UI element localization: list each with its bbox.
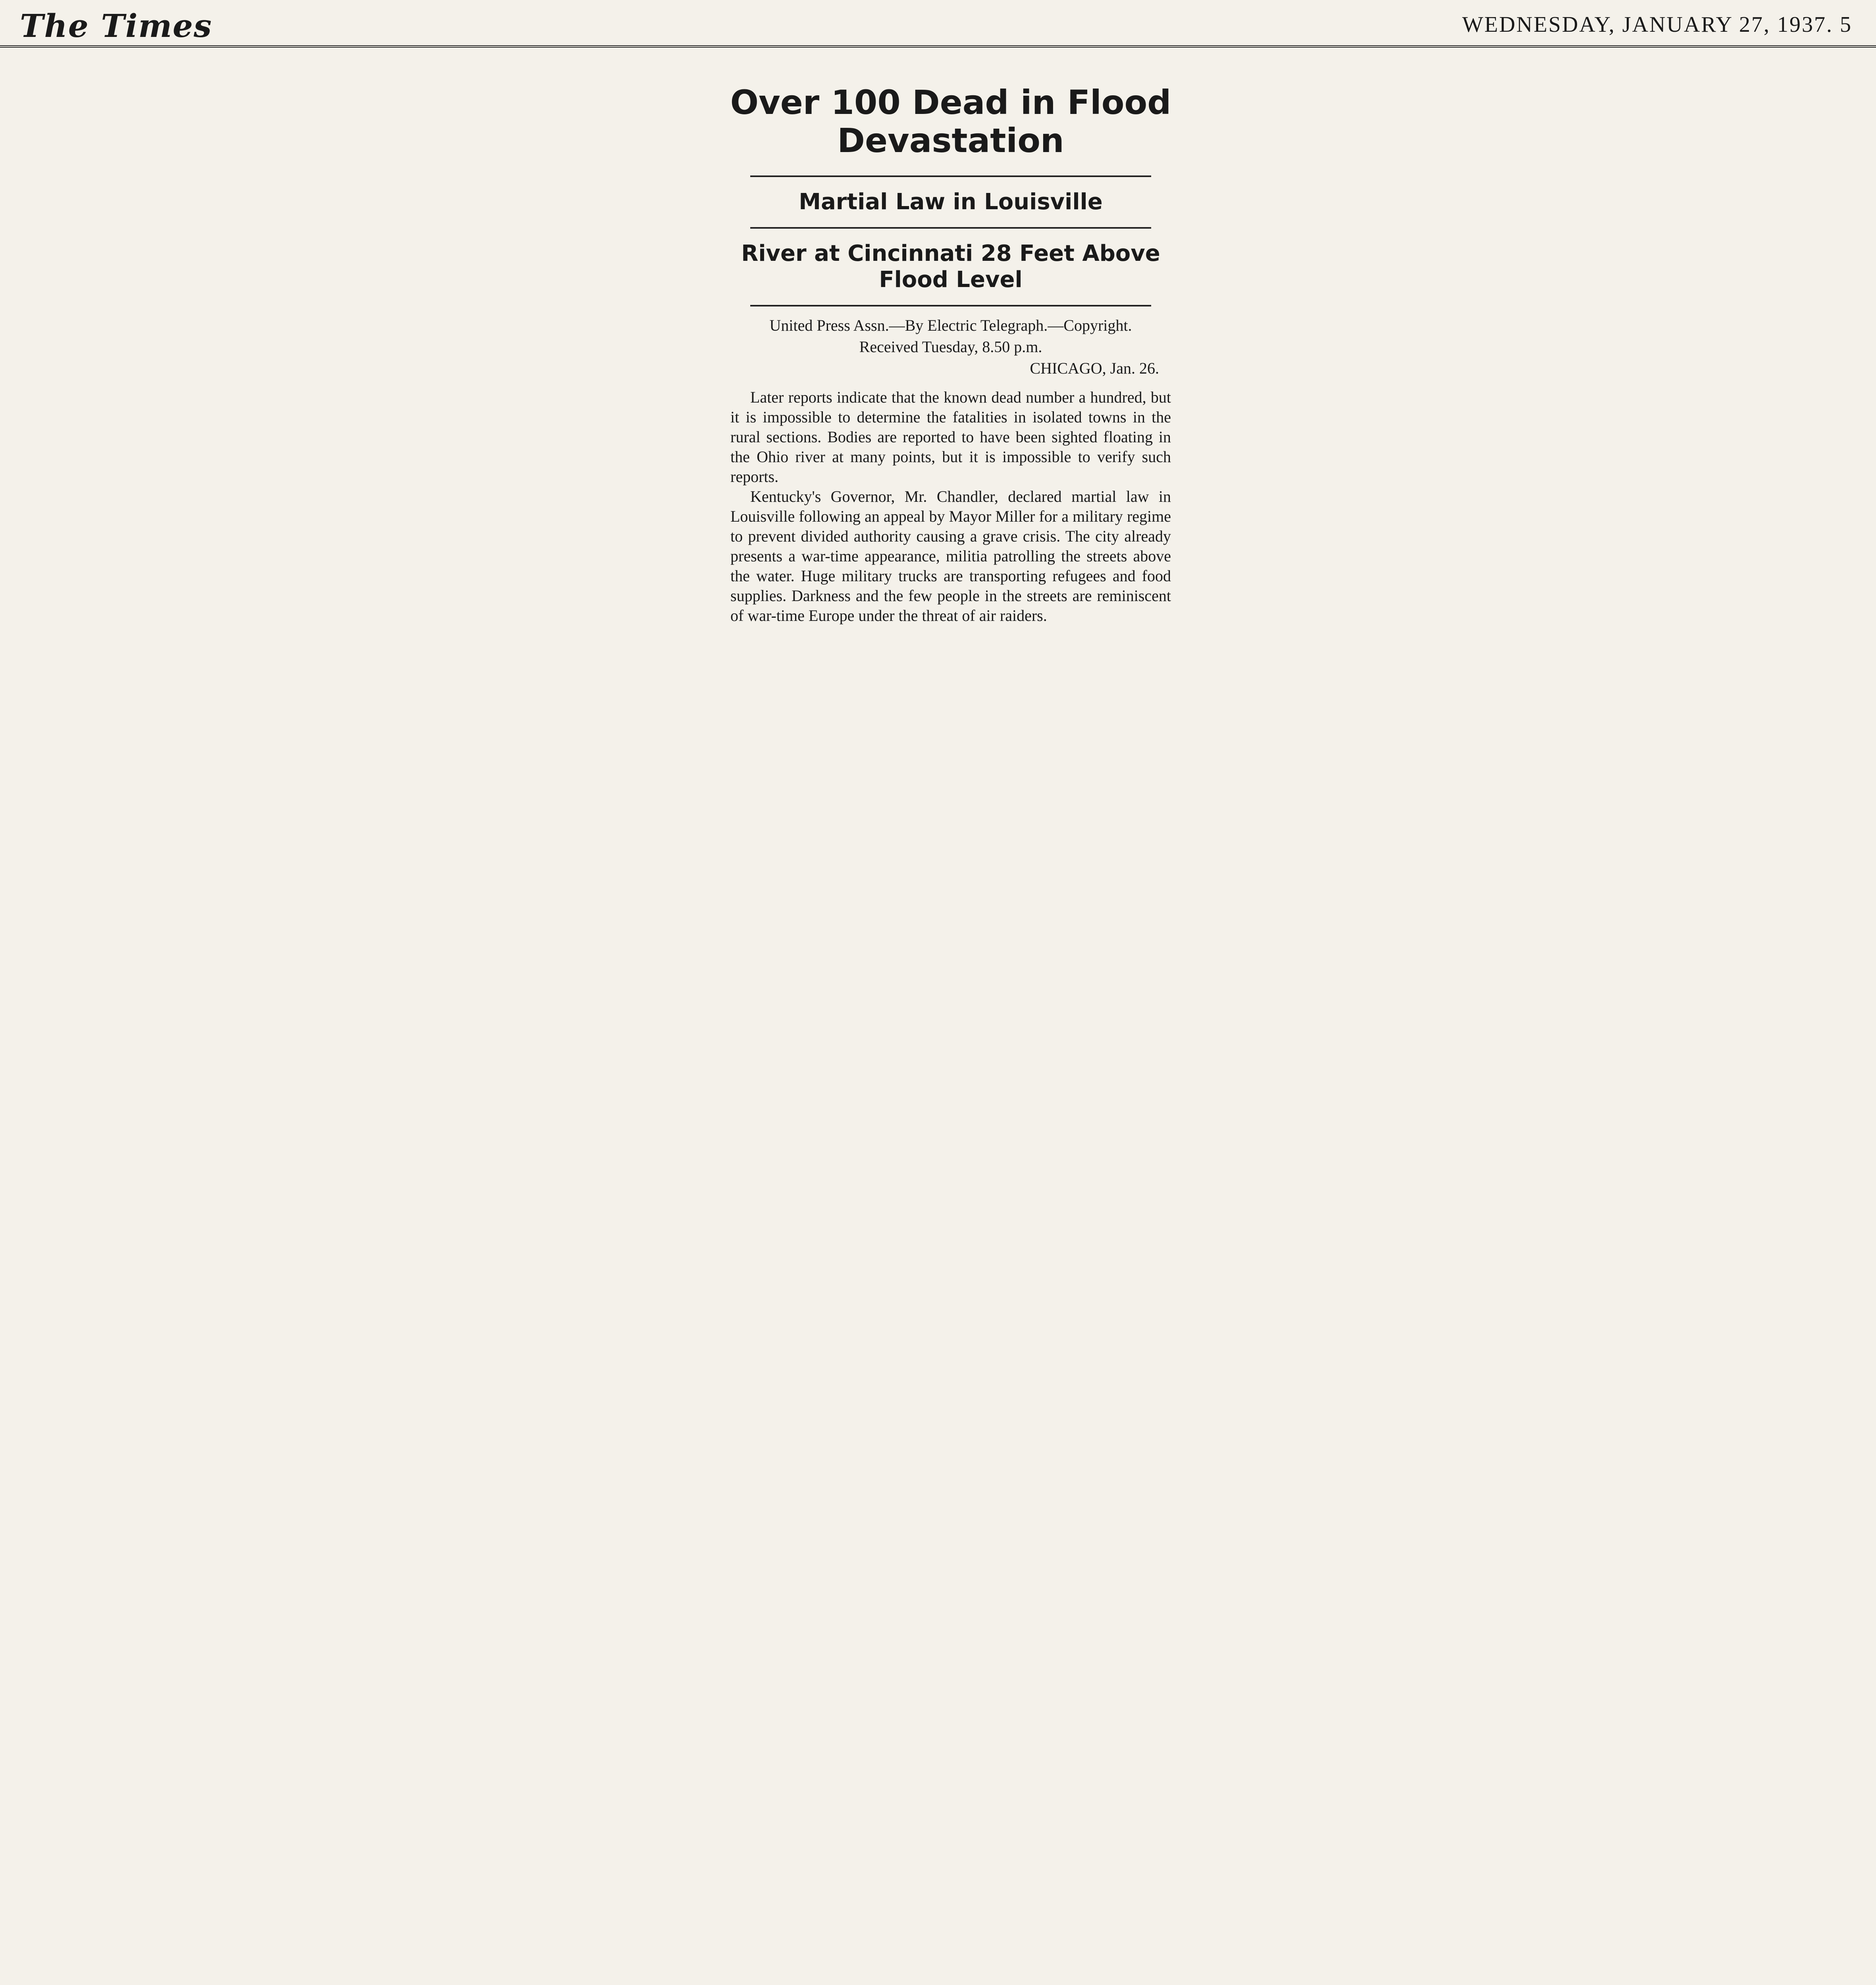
date-line	[1462, 12, 1852, 37]
dateline: CHICAGO, Jan. 26.	[1030, 359, 1159, 377]
lead-subhead-1: Martial Law in Louisville	[799, 189, 1103, 215]
received-time: Received Tuesday, 8.50 p.m.	[859, 338, 1042, 356]
article-paragraph: Kentucky's Governor, Mr. Chandler, declared martial law in Louisville following an appeal by Mayor Miller for a military regime to prevent divided authority causing a grave crisis. The city already presents a war-time appearance, militia patrolling the streets above the water. Huge military trucks are transporting refugees and food supplies. Darkness and the few people in the streets are reminiscent of war-time Europe under the threat of air raiders.	[730, 488, 1171, 624]
divider	[750, 227, 1151, 229]
newspaper-logo: The Times	[20, 7, 212, 44]
lead-subhead-2: River at Cincinnati 28 Feet Above Flood Level	[741, 241, 1160, 293]
article-paragraph: Later reports indicate that the known dead number a hundred, but it is impossible to determine the fatalities in isolated towns in the rural sections. Bodies are reported to have been sighted floating in the Ohio river at many points, but it is impossible to verify such reports.	[730, 388, 1171, 486]
page-number: 5	[1840, 12, 1852, 37]
issue-date: WEDNESDAY, JANUARY 27, 1937.	[1462, 12, 1833, 37]
masthead	[0, 0, 1876, 48]
wire-credit: United Press Assn.—By Electric Telegraph.—Copyright.	[769, 316, 1132, 334]
divider	[750, 175, 1151, 177]
lead-headline: Over 100 Dead in Flood Devastation	[730, 83, 1171, 160]
lead-story	[726, 75, 1175, 1108]
divider	[750, 305, 1151, 306]
